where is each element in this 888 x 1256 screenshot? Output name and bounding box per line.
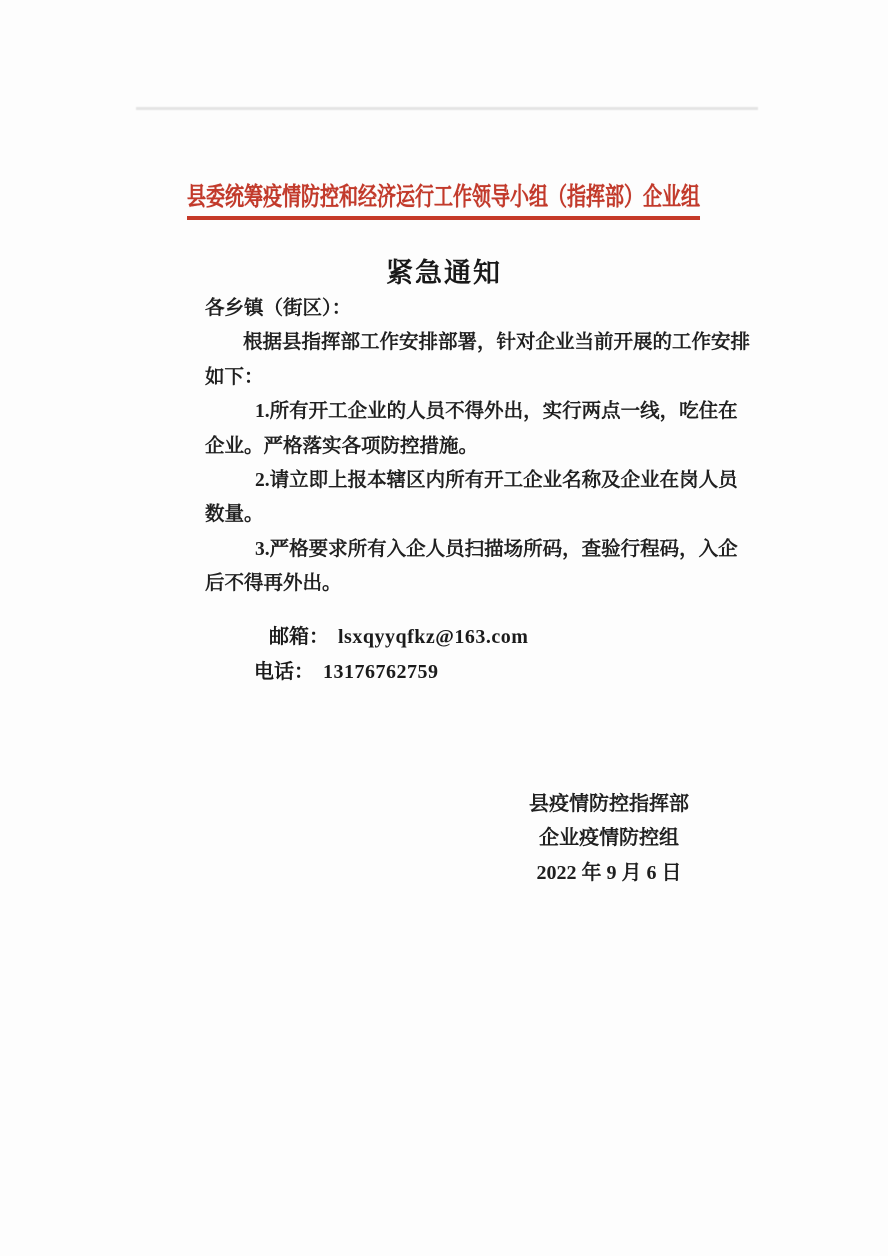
contact-block (205, 620, 528, 689)
email-value: lsxqyyqfkz@163.com (338, 626, 529, 648)
scan-edge-artifact (136, 107, 758, 110)
item-1-line-continued: 企业。严格落实各项防控措施。 (205, 435, 479, 457)
email-label: 邮箱： (269, 626, 329, 648)
phone-value: 13176762759 (323, 660, 439, 683)
phone-line (254, 655, 528, 690)
intro-line: 根据县指挥部工作安排部署，针对企业当前开展的工作安排 (243, 332, 751, 354)
signature-date: 2022 年 9 月 6 日 (536, 861, 682, 884)
notice-body (205, 292, 751, 602)
item-3-line: 3.严格要求所有入企人员扫描场所码，查验行程码，入企 (255, 538, 738, 560)
signature-org: 县疫情防控指挥部 (529, 793, 689, 815)
signature-block (509, 787, 709, 890)
item-1-line: 1.所有开工企业的人员不得外出，实行两点一线，吃住在 (255, 401, 738, 423)
notice-title: 紧急通知 (386, 258, 502, 288)
org-title: 县委统筹疫情防控和经济运行工作领导小组（指挥部）企业组 (187, 185, 700, 220)
item-2-line-continued: 数量。 (205, 504, 264, 526)
org-title-row (0, 185, 888, 220)
salutation-line: 各乡镇（街区）： (205, 298, 352, 319)
email-line (269, 620, 528, 655)
item-3-line-continued: 后不得再外出。 (205, 573, 342, 595)
signature-group: 企业疫情防控组 (539, 827, 679, 850)
intro-line-continued: 如下： (205, 366, 264, 388)
phone-label: 电话： (254, 660, 314, 683)
item-2-line: 2.请立即上报本辖区内所有开工企业名称及企业在岗人员 (255, 470, 738, 492)
